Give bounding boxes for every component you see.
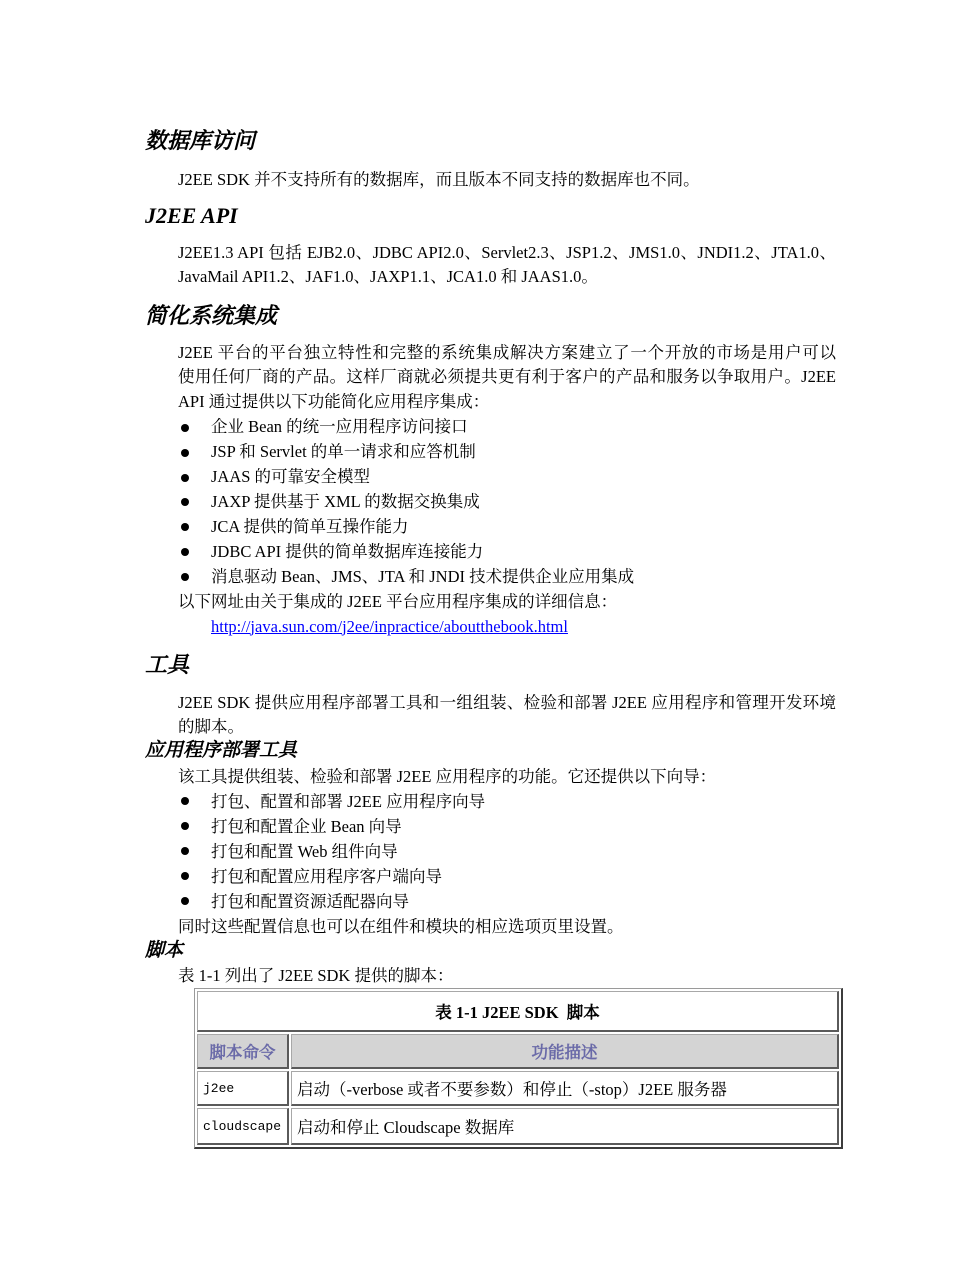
list-item-text: JAAS 的可靠安全模型 xyxy=(211,467,371,487)
paragraph-database-access xyxy=(178,167,836,192)
list-item xyxy=(178,515,836,540)
bullet-icon xyxy=(181,523,189,531)
list-item xyxy=(178,490,836,515)
bullet-icon xyxy=(181,872,189,880)
paragraph-scripts xyxy=(178,963,836,988)
paragraph-j2ee-api xyxy=(178,241,836,290)
table-caption: 表 1-1 J2EE SDK 脚本 xyxy=(197,991,839,1032)
list-item-text: 打包和配置企业 Bean 向导 xyxy=(211,816,402,836)
paragraph-line: J2EE SDK 提供应用程序部署工具和一组组装、检验和部署 J2EE 应用程序和管理开发环境 xyxy=(178,692,836,712)
list-item-text: 打包和配置资源适配器向导 xyxy=(211,891,409,911)
list-item-text: 消息驱动 Bean、JMS、JTA 和 JNDI 技术提供企业应用集成 xyxy=(211,566,635,586)
bullet-icon xyxy=(181,847,189,855)
more-info-text: 以下网址由关于集成的 J2EE 平台应用程序集成的详细信息： xyxy=(178,591,618,611)
list-item xyxy=(178,864,836,889)
list-item-text: 企业 Bean 的统一应用程序访问接口 xyxy=(211,417,468,437)
section-heading-tools: 工具 xyxy=(145,652,190,677)
list-item-text: JDBC API 提供的简单数据库连接能力 xyxy=(211,541,484,561)
list-item xyxy=(178,440,836,465)
paragraph-line: JavaMail API1.2、JAF1.0、JAXP1.1、JCA1.0 和 JAAS1.0。 xyxy=(178,267,598,287)
bullet-icon xyxy=(181,424,189,432)
list-item xyxy=(178,789,836,814)
table-cell-command: j2ee xyxy=(197,1071,289,1106)
bullet-icon xyxy=(181,822,189,830)
paragraph-line: 的脚本。 xyxy=(178,717,244,737)
paragraph-line: 使用任何厂商的产品。这样厂商就必须提共更有利于客户的产品和服务以争取用户。J2EE xyxy=(178,367,836,387)
section-heading-database-access: 数据库访问 xyxy=(145,128,256,153)
table-cell-description: 启动（-verbose 或者不要参数）和停止（-stop）J2EE 服务器 xyxy=(291,1071,839,1106)
deploy-tool-outro: 同时这些配置信息也可以在组件和模块的相应选项页里设置。 xyxy=(178,916,624,936)
about-the-book-link[interactable]: http://java.sun.com/j2ee/inpractice/aboutthebook.html xyxy=(211,616,568,636)
bullet-icon xyxy=(181,498,189,506)
section-body-deploy-tool xyxy=(178,764,836,939)
paragraph-line: J2EE SDK 并不支持所有的数据库，而且版本不同支持的数据库也不同。 xyxy=(178,169,700,189)
scripts-table xyxy=(194,988,843,1149)
list-item xyxy=(178,415,836,440)
list-item-text: JCA 提供的简单互操作能力 xyxy=(211,516,409,536)
list-item xyxy=(178,465,836,490)
paragraph-line: API 通过提供以下功能简化应用程序集成： xyxy=(178,392,490,412)
column-header-description: 功能描述 xyxy=(291,1034,839,1069)
scripts-intro: 表 1-1 列出了 J2EE SDK 提供的脚本： xyxy=(178,965,454,985)
table-caption-row xyxy=(197,991,839,1032)
bullet-icon xyxy=(181,573,189,581)
section-heading-j2ee-api: J2EE API xyxy=(145,203,238,228)
deploy-tool-intro: 该工具提供组装、检验和部署 J2EE 应用程序的功能。它还提供以下向导： xyxy=(178,766,717,786)
bullet-icon xyxy=(181,548,189,556)
list-item-text: JAXP 提供基于 XML 的数据交换集成 xyxy=(211,491,480,511)
section-body-integration xyxy=(178,341,836,640)
subsection-heading-deploy-tool: 应用程序部署工具 xyxy=(145,740,298,761)
table-cell-description: 启动和停止 Cloudscape 数据库 xyxy=(291,1108,839,1145)
list-item-text: 打包和配置应用程序客户端向导 xyxy=(211,866,442,886)
link-line xyxy=(178,615,836,640)
list-item-text: JSP 和 Servlet 的单一请求和应答机制 xyxy=(211,442,476,462)
list-item-text: 打包和配置 Web 组件向导 xyxy=(211,841,398,861)
list-item xyxy=(178,889,836,914)
subsection-heading-scripts: 脚本 xyxy=(145,940,184,961)
paragraph-line: J2EE1.3 API 包括 EJB2.0、JDBC API2.0、Servlet2.3、JSP1.2、JMS1.0、JNDI1.2、JTA1.0、 xyxy=(178,242,836,262)
bullet-icon xyxy=(181,797,189,805)
paragraph-line: J2EE 平台的平台独立特性和完整的系统集成解决方案建立了一个开放的市场是用户可以 xyxy=(178,342,836,362)
column-header-command: 脚本命令 xyxy=(197,1034,289,1069)
bullet-icon xyxy=(181,897,189,905)
table-row xyxy=(197,1108,839,1145)
table-cell-command: cloudscape xyxy=(197,1108,289,1145)
bullet-icon xyxy=(181,449,189,457)
list-item xyxy=(178,565,836,590)
section-heading-integration: 简化系统集成 xyxy=(145,303,278,328)
bullet-icon xyxy=(181,474,189,482)
table-header-row xyxy=(197,1034,839,1069)
list-item xyxy=(178,540,836,565)
list-item-text: 打包、配置和部署 J2EE 应用程序向导 xyxy=(211,791,486,811)
table-row xyxy=(197,1071,839,1106)
list-item xyxy=(178,839,836,864)
paragraph-tools xyxy=(178,691,836,740)
list-item xyxy=(178,814,836,839)
